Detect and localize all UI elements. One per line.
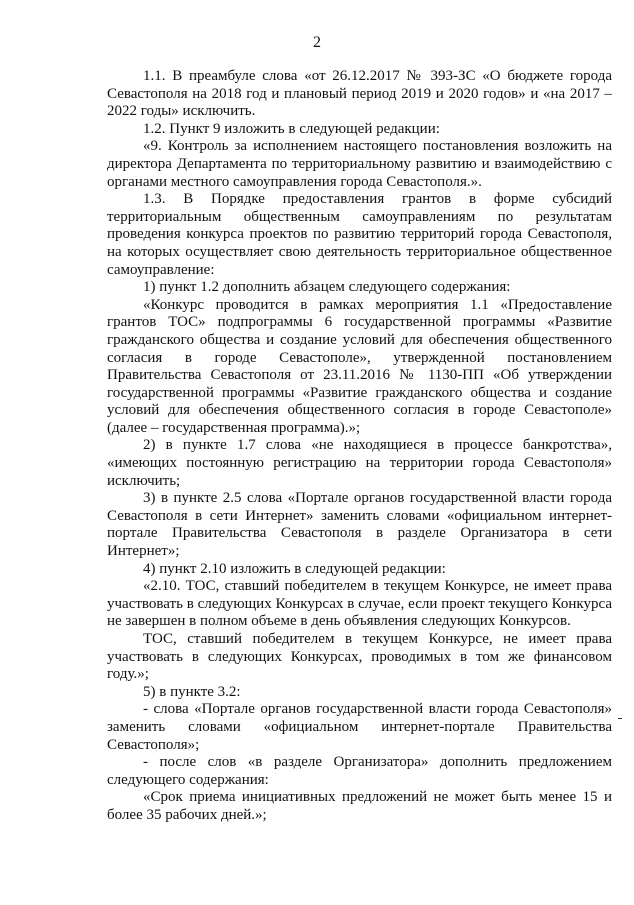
paragraph-replace-words: - слова «Портале органов государственной власти города Севастополя» заменить словами «официальном интернет-портале Правительства Севастополя»; (107, 701, 612, 753)
paragraph-subitem-1: 1) пункт 1.2 дополнить абзацем следующего содержания: (143, 279, 511, 296)
paragraph-2-10-quote: «2.10. ТОС, ставший победителем в текущем Конкурсе, не имеет права участвовать в следующих Конкурсах в случае, если проект текущего Конкурса не завершен в полном объеме в день объявления следующих Конкурсов. (107, 578, 612, 630)
document-body (107, 68, 612, 825)
page-number: 2 (313, 34, 321, 51)
paragraph-deadline-quote: «Срок приема инициативных предложений не может быть менее 15 и более 35 рабочих дней.»; (107, 789, 612, 823)
paragraph-subitem-4: 4) пункт 2.10 изложить в следующей редакции: (143, 560, 446, 577)
paragraph-subitem-5: 5) в пункте 3.2: (143, 683, 241, 700)
paragraph-contest-quote: «Конкурс проводится в рамках мероприятия 1.1 «Предоставление грантов ТОС» подпрограммы 6 государственной программы «Развитие гражданского общества и создание условий для обеспечения общественного согласия в городе Севастополе», утвержденной постановлением Правительства Севастополя от 23.11.2016 № 1130-ПП «Об утверждении государственной программы «Развитие гражданского общества и создание условий для обеспечения общественного согласия в городе Севастополе» (далее – государственная программа).»; (107, 296, 612, 436)
margin-mark (618, 718, 622, 719)
paragraph-tos-winner: ТОС, ставший победителем в текущем Конкурсе, не имеет права участвовать в следующих Конкурсах, проводимых в том же финансовом году.»; (107, 631, 612, 683)
paragraph-subitem-3: 3) в пункте 2.5 слова «Портале органов государственной власти города Севастополя в сети Интернет» заменить словами «официальном интернет-портале Правительства Севастополя в разделе Организатора в сети Интернет»; (107, 490, 612, 560)
paragraph-item-9: «9. Контроль за исполнением настоящего постановления возложить на директора Департамента по территориальному развитию и взаимодействию с органами местного самоуправления города Севастополя.». (107, 138, 612, 190)
paragraph-1-2: 1.2. Пункт 9 изложить в следующей редакции: (143, 120, 440, 137)
paragraph-add-sentence: - после слов «в разделе Организатора» дополнить предложением следующего содержания: (107, 754, 612, 788)
paragraph-1-3: 1.3. В Порядке предоставления грантов в форме субсидий территориальным общественным самоуправлениям по результатам проведения конкурса проектов по развитию территорий города Севастополя, на которых осуществляет свою деятельность территориальное общественное самоуправление: (107, 191, 612, 278)
paragraph-subitem-2: 2) в пункте 1.7 слова «не находящиеся в процессе банкротства», «имеющих постоянную регистрацию на территории города Севастополя» исключить; (107, 437, 612, 489)
paragraph-1-1: 1.1. В преамбуле слова «от 26.12.2017 № 393-ЗС «О бюджете города Севастополя на 2018 год и плановый период 2019 и 2020 годов» и «на 2017 – 2022 годы» исключить. (107, 68, 612, 120)
